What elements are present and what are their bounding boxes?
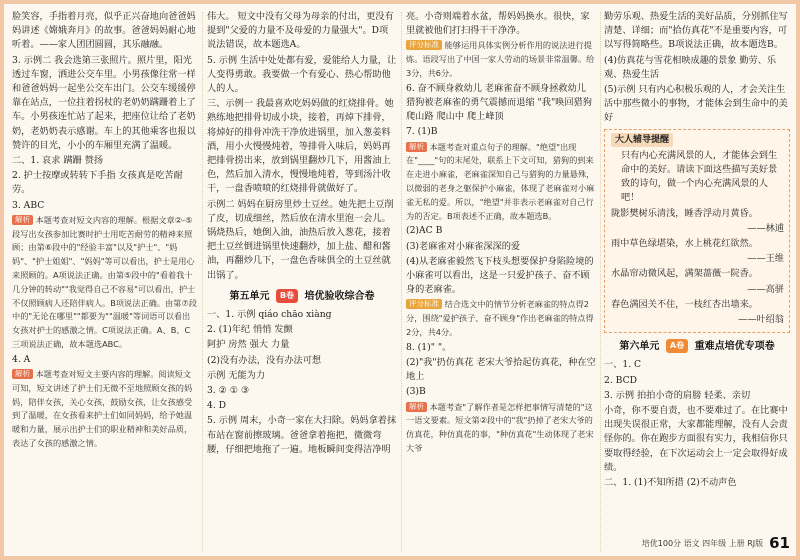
answer-text: 3. ② ① ③	[207, 385, 250, 397]
scoring-note	[406, 298, 596, 339]
explanation	[12, 368, 198, 451]
scoring-text: 结合选文中的情节分析老麻雀的特点得2分，围绕"爱护孩子、奋不顾身"作出老麻雀的特点得2分，共4分。	[406, 299, 594, 337]
scoring-text: 能够运用具体实例分析作用的说法进行提炼。语段写出了中国一家人劳动的场景非常温馨。给3分，共6分。	[406, 40, 595, 78]
explanation-tag: 解析	[12, 215, 33, 225]
answer-text: 脸笑容，手指着月亮，似乎正兴奋地向爸爸妈妈讲述《嫦娥奔月》的故事。爸爸妈妈耐心地听着。——家人团团圆圆，其乐融融。	[12, 11, 196, 51]
answer-text: (5)示例 只有内心积极乐观的人，才会关注生活中那些微小的事物，才能体会到生命中的美好	[604, 84, 788, 124]
explanation-tag: 解析	[12, 369, 33, 379]
scoring-tag: 评分标准	[406, 40, 442, 50]
page-number: 61	[769, 534, 790, 552]
column-divider	[401, 12, 402, 552]
answer-text: 阿护 房然 强大 力量	[207, 339, 290, 351]
section-title: 重难点培优专项卷	[694, 341, 775, 353]
paper-badge: B卷	[276, 289, 298, 303]
answer-text: 4. A	[12, 353, 31, 365]
answer-text: (2)AC B	[406, 225, 443, 237]
answer-text: 5. 示例 生活中处处都有爱，爱能给人力量，让人变得勇敢。我要做一个有爱心、热心帮助他人的人。	[207, 54, 397, 95]
explanation-text: 本题考查对重点句子的理解。"绝望"出现在"____"句的末尾处，联系上下文可知，猎狗的到来在走进小麻雀，老麻雀深知自己与猎狗的力量悬殊，以微弱的老身之躯保护小麻雀，体现了老麻雀对小麻雀无私的爱。所以，"绝望"并非表示老麻雀对自己行为的否定。B项表述不正确，故本题选B。	[406, 141, 595, 221]
answer-text: 6. 奋不顾身救幼儿 老麻雀奋不顾身拯救幼儿 猎狗被老麻雀的勇气震撼而退缩 "我"唤回猎狗 爬山路 爬山中 爬上峰顶	[406, 82, 592, 123]
column-4	[604, 10, 790, 491]
column-1	[12, 10, 198, 452]
explanation-tag: 解析	[406, 402, 427, 412]
answer-text: 7. (1)B	[406, 126, 438, 138]
column-3	[406, 10, 596, 457]
scoring-tag: 评分标准	[406, 299, 442, 309]
answer-text: 三、示例一 我最喜欢吃妈妈做的红烧排骨。她熟练地把排骨切成小块，接着，再焯下排骨，将焯好的排骨冲洗干净放进锅里，加入葱姜料酒，用小火慢慢炖着，等排骨入味后，妈妈再把排骨捞出来，放到锅里翻炒几下，用酱油上色，然后加入清水，慢慢地炖着，等到汤汁收干，一盘香喷喷的红烧排骨就做好了。	[207, 98, 394, 195]
scoring-note	[406, 39, 596, 80]
answer-text: 3. 示例二 我会选第三张照片。照片里，阳光透过车窗，洒进公交车里。小男孩像往常一样和爸爸妈妈一起坐公交车出门。公交车缓缓停靠在站点，一位拄着拐杖的老奶奶蹒跚着上了车。小男孩连忙站了起来，把座位让给了老奶奶，老奶奶表示感谢。车上的其他乘客也报以赞许的目光，小小的车厢里充满了温暖。	[12, 54, 196, 151]
column-divider	[202, 12, 203, 552]
answer-text: 2. 护士按摩或转转下手指 女孩真是吃苦耐劳。	[12, 170, 183, 196]
answer-text: 8. (1)" "。	[406, 341, 452, 353]
poem-author: ——叶绍翁	[738, 314, 784, 326]
answer-text: (2)"我"扔仿真花 老宋大爷拾起仿真花，种在空地上	[406, 357, 596, 383]
poem-line: 水晶帘动微风起，满架蔷薇一院香。	[611, 268, 758, 280]
tip-text: 只有内心充满风景的人，才能体会到生命中的美好。请读下面这些描写美好景致的诗句，做一个内心充满风景的人吧！	[621, 149, 778, 204]
answer-text: 二、1. (1)不知所措 (2)不动声色	[604, 477, 737, 489]
explanation-text: 本题考查对短文内容的理解。根据文章②-⑤段写出女孩参加比赛时护士用吃苦耐劳的精神来照顾；由第⑥段中的"经验丰富"以及"护士"、"妈妈"、"护士姐姐"、"妈妈"等可以看出，护士是用心来照顾的。A项说法正确。由第⑤段中的"看着我十几分钟的转动""我觉得自己不容易"可以看出，护士不仅照顾病人还陪伴病人。B项说法正确。由第⑦段中的"无论在哪里""都要为""温暖"等词语可以看出女孩对护士的感激之情。C项说法正确。A、B、C三项说法正确，故本题选ABC。	[12, 214, 197, 350]
answer-text: 伟大。 短文中没有父母为母亲的付出，更没有提到"父爱的力量不及母爱的力量强大"。D项说法错误，故本题选A。	[207, 11, 394, 51]
explanation-tag: 解析	[406, 142, 427, 152]
poem-author: ——高骈	[747, 283, 784, 295]
poem-author: ——王维	[747, 253, 784, 265]
answer-text: (4)仿真花与雪花相映成趣的景象 勤劳、乐观、热爱生活	[604, 54, 777, 80]
answer-text: 示例二 妈妈在厨房里炒土豆丝。她先把土豆削了皮，切成细丝，然后放在清水里泡一会儿。锅烧热后，她倒入油，油热后放入葱花，接着把土豆丝倒进锅里快速翻炒，加上盐、醋和酱油，再翻炒几下，一盘色香味俱全的土豆丝就出锅了。	[207, 198, 394, 281]
column-2	[207, 10, 397, 458]
answer-text: (2)没有办法，没有办法可想	[207, 354, 322, 366]
answer-text: 2. (1)年纪 悄悄 发颤	[207, 324, 293, 336]
explanation	[406, 141, 596, 224]
answer-text: (3)老麻雀对小麻雀深深的爱	[406, 240, 521, 252]
unit-label: 第五单元	[229, 290, 270, 302]
explanation-text: 本题考查对短文主要内容的理解。阅读短文可知，短文讲述了护士们无微不至地照顾女孩的妈妈，陪伴女孩，关心女孩，鼓励女孩，让女孩感受到了温暖，在女孩看来护士们如同妈妈，给予她温暖和力量，展示出护士们的职业精神和美好品质，表达了女孩的感激之情。	[12, 369, 193, 448]
answer-text: 小奇，你不要自责，也不要难过了。在比赛中出现失误很正常，大家都能理解，没有人会责怪你的。你在跑步方面很有实力，我相信你只要取得经验，在下次运动会上一定会取得好成绩。	[604, 405, 788, 473]
answer-text: 勤劳乐观、热爱生活的美好品质，分别抓住写清楚、详细；而"拾仿真花"不是重要内容，可以写得简略些。B项说法正确，故本题选B。	[604, 11, 788, 51]
poem-line: 春色满园关不住，一枝红杏出墙来。	[611, 298, 758, 310]
book-series: 培优100分 语文 四年级 上册 RJ版	[641, 539, 764, 548]
explanation	[12, 214, 198, 352]
column-divider	[600, 12, 601, 552]
answer-text: 一、1. C	[604, 359, 642, 371]
answer-text: 2. BCD	[604, 374, 638, 386]
unit-label: 第六单元	[619, 341, 660, 353]
answer-text: 示例 无能为力	[207, 369, 266, 381]
answer-text: (3)B	[406, 386, 426, 398]
poem-line: 雨中草色绿堪染，水上桃花红欲然。	[611, 238, 758, 250]
answer-text: 4. D	[207, 400, 227, 412]
section-heading-unit6	[604, 339, 790, 354]
explanation	[406, 401, 596, 456]
poem-line: 陇影樊树乐清浅，睡香浮动月黄昏。	[611, 207, 758, 219]
page-footer	[642, 534, 790, 552]
tip-title: 大人辅导提醒	[611, 133, 673, 147]
section-title: 培优验收综合卷	[304, 290, 375, 302]
answer-text: (4)从老麻雀毅然飞下枝头想要保护身陷险境的小麻雀可以看出，这是一只爱护孩子、奋不顾身的老麻雀。	[406, 255, 594, 296]
paper-badge: A卷	[666, 339, 688, 353]
answer-text: 亮。小奇则端着水盆，帮妈妈换水。很快，家里就被他们打扫得干干净净。	[406, 11, 590, 37]
answer-text: 5. 示例 周末，小奇一家在大扫除。妈妈拿着抹布站在窗前擦玻璃。爸爸拿着拖把，微微弯腰，仔细把地拖了一遍。地板瞬间变得洁净明	[207, 415, 397, 455]
answer-text: 一、1. 示例 qiáo chāo xiàng	[207, 309, 332, 321]
poem-author: ——林逋	[747, 222, 784, 234]
answer-page	[4, 4, 796, 556]
tutor-tip-box	[604, 129, 790, 334]
explanation-text: 本题考查"了解作者是怎样把事情写清楚的"这一语文要素。短文第②段中的"我"扔掉了老宋大爷的仿真花，种仿真花的事，"种仿真花"生动体现了老宋大爷	[406, 401, 594, 453]
answer-text: 3. 示例 拍拍小奇的肩膀 轻柔、亲切	[604, 389, 751, 401]
answer-text: 二、1. 哀求 蹒跚 赞扬	[12, 155, 104, 167]
answer-text: 3. ABC	[12, 199, 45, 211]
section-heading-unit5	[207, 289, 397, 304]
